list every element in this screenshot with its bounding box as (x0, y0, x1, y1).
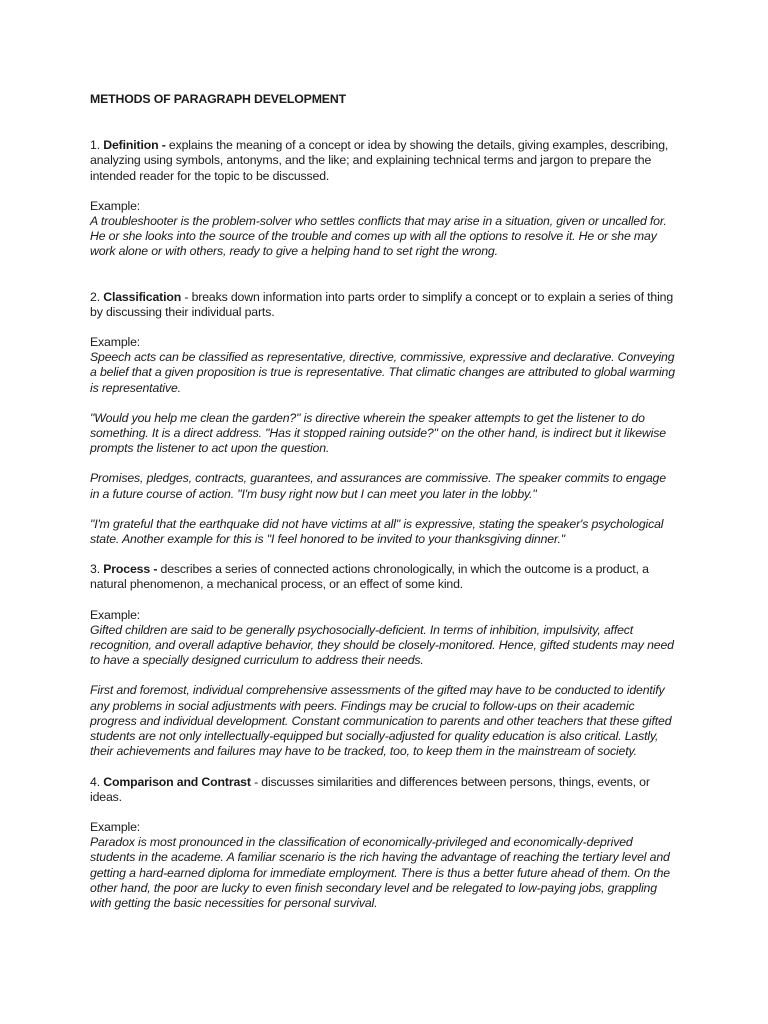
example-paragraph: Speech acts can be classified as representative, directive, commissive, expressive and declarative. Conveying a belief that a given proposition is true is representative. That climatic changes are attributed to global warming is representative. (90, 350, 675, 395)
section-term: Definition - (103, 138, 166, 153)
document-title: METHODS OF PARAGRAPH DEVELOPMENT (90, 92, 346, 106)
section-term: Classification (103, 289, 182, 304)
example-paragraph: A troubleshooter is the problem-solver who settles conflicts that may arise in a situation, given or uncalled for. He or she looks into the source of the trouble and comes up with all the options to resolve it. He or she may work alone or with others, ready to give a helping hand to set right the wrong. (90, 214, 667, 259)
document-page (90, 92, 678, 926)
process-section-heading (90, 562, 678, 592)
classification-section-heading (90, 290, 678, 320)
section-description: - breaks down information into parts order to simplify a concept or to explain a series of thing by discussing their individual parts. (90, 289, 674, 319)
example-label: Example: (90, 198, 141, 213)
example-paragraph: "I'm grateful that the earthquake did not have victims at all" is expressive, stating the speaker's psychological state. Another example for this is "I feel honored to be invited to your thanksgiving dinner." (90, 516, 664, 547)
example-paragraph: "Would you help me clean the garden?" is directive wherein the speaker attempts to get the listener to do something. It is a direct address. "Has it stopped raining outside?" on the other hand, is indirect but it likewise prompts the listener to act upon the question. (90, 410, 666, 456)
section-number: 1. (90, 138, 100, 153)
example-label: Example: (90, 335, 141, 350)
example-paragraph: Promises, pledges, contracts, guarantees, and assurances are commissive. The speaker commits to engage in a future course of action. "I'm busy right now but I can meet you later in the lobby." (90, 471, 666, 501)
section-number: 2. (90, 289, 100, 304)
example-label: Example: (90, 607, 141, 622)
example-paragraph: First and foremost, individual comprehensive assessments of the gifted may have to be conducted to identify any problems in social adjustments with peers. Findings may be crucial to follow-ups on their academic progress and individual development. Constant communication to parents and other teachers that these gifted students are not only intellectually-equipped but socially-adjusted for quality education is also critical. Lastly, their achievements and failures may have to be tracked, too, to keep them in the mainstream of society. (90, 683, 672, 759)
example-label: Example: (90, 819, 141, 834)
section-description: explains the meaning of a concept or idea by showing the details, giving examples, describing, analyzing using symbols, antonyms, and the like; and explaining technical terms and jargon to prepare the intended reader for the topic to be discussed. (90, 138, 669, 183)
section-number: 4. (90, 774, 100, 789)
comparison-section-heading (90, 775, 678, 805)
example-paragraph: Gifted children are said to be generally psychosocially-deficient. In terms of inhibition, impulsivity, affect recognition, and overall adaptive behavior, they should be closely-monitored. Hence, gifted students may need to have a specially designed curriculum to address their needs. (90, 622, 674, 668)
section-term: Process - (103, 562, 158, 577)
example-paragraph: Paradox is most pronounced in the classification of economically-privileged and economically-deprived students in the academe. A familiar scenario is the rich having the advantage of reaching the tertiary level and getting a hard-earned diploma for immediate employment. There is thus a better future ahead of them. On the other hand, the poor are lucky to even finish secondary level and be relegated to low-paying jobs, grappling with getting the basic necessities for personal survival. (90, 835, 670, 910)
section-description: describes a series of connected actions chronologically, in which the outcome is a product, a natural phenomenon, a mechanical process, or an effect of some kind. (90, 562, 649, 592)
section-description: - discusses similarities and differences between persons, things, events, or ideas. (90, 774, 650, 804)
definition-section-heading (90, 138, 678, 184)
section-number: 3. (90, 562, 100, 577)
section-term: Comparison and Contrast (103, 774, 251, 789)
